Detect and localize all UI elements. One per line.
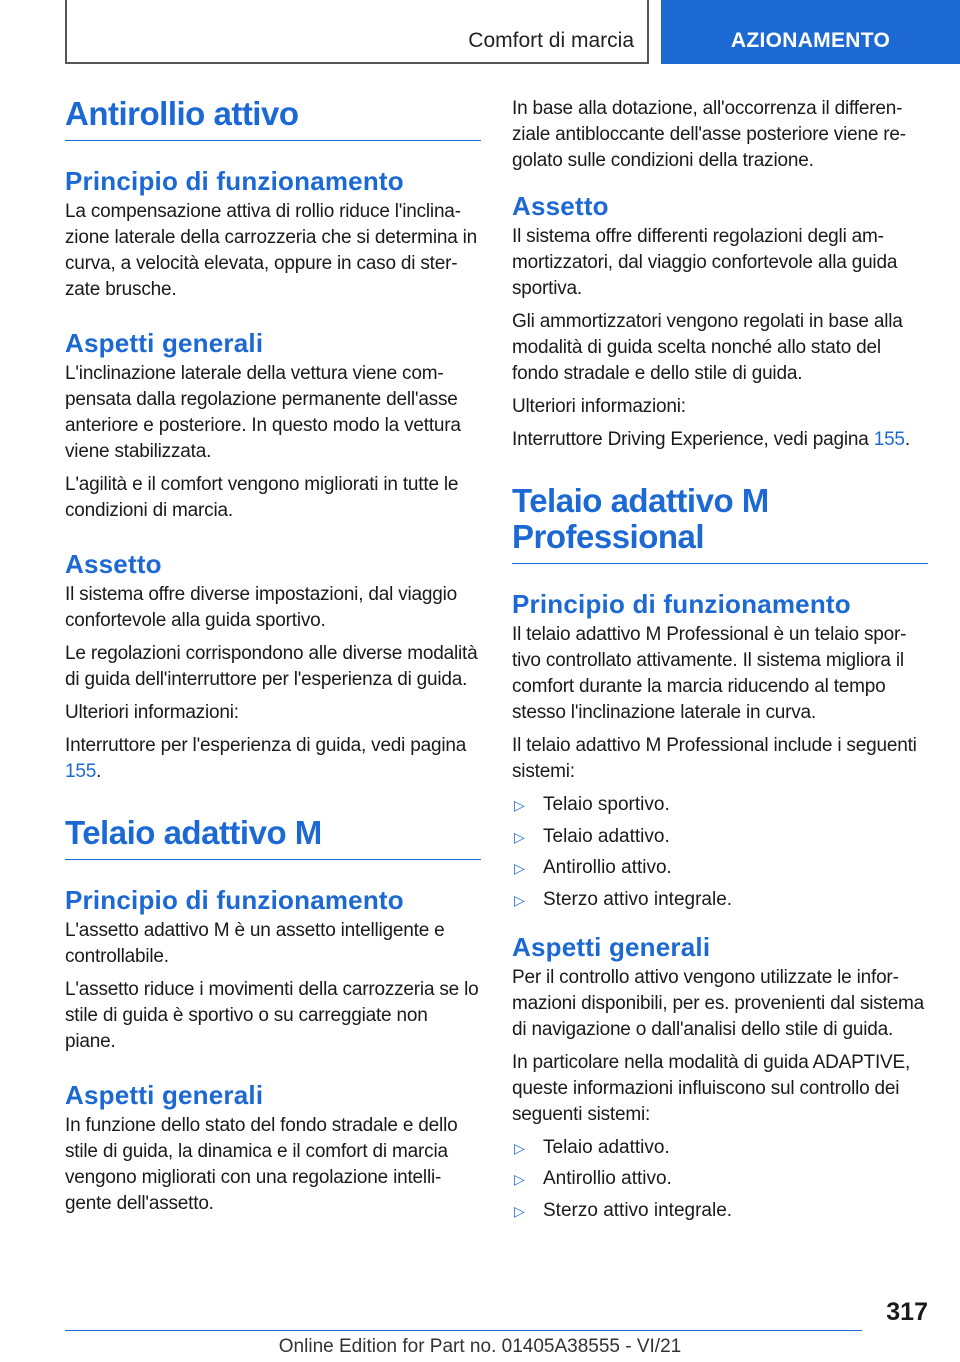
footer-edition: Online Edition for Part no. 01405A38555 - VI/21 — [278, 1336, 682, 1357]
heading-aspetti-generali: Aspetti generali — [512, 931, 711, 962]
paragraph: Il sistema offre diverse impostazioni, dal viaggio confortevole alla guida sportivo. — [65, 584, 458, 631]
heading-assetto: Assetto — [512, 191, 609, 221]
heading-telaio-adattivo-m-professional: Telaio adattivo M Professional — [512, 483, 928, 564]
heading-assetto: Assetto — [65, 549, 162, 579]
controlled-systems-list — [512, 1135, 928, 1224]
paragraph: In particolare nella modalità di guida ADAPTIVE, queste informazioni influiscono sul controllo dei seguenti sistemi: — [512, 1051, 911, 1125]
heading-antirollio-attivo: Antirollio attivo — [65, 96, 481, 141]
paragraph: Ulteriori informazioni: — [65, 702, 239, 723]
list-item: ▷ Telaio sportivo. — [512, 792, 928, 818]
heading-principio-funzionamento: Principio di funzionamento — [65, 166, 404, 196]
triangle-right-outline-icon: ▷ — [514, 797, 525, 813]
paragraph: Il sistema offre differenti regolazioni degli ammortizzatori, dal viaggio confortevole alla guida sportiva. — [512, 226, 898, 299]
heading-telaio-adattivo-m: Telaio adattivo M — [65, 815, 481, 860]
paragraph: Per il controllo attivo vengono utilizzate le informazioni disponibili, per es. provenienti dal sistema di navigazione o dall'analisi dello stile di guida. — [512, 966, 925, 1040]
link-end: . — [96, 761, 102, 782]
paragraph-with-link — [65, 733, 481, 785]
triangle-right-outline-icon: ▷ — [514, 1171, 525, 1187]
link-end: . — [904, 429, 910, 450]
paragraph: L'assetto adattivo M è un assetto intelligente e controllabile. — [65, 920, 445, 967]
right-column — [512, 96, 928, 1229]
paragraph: L'assetto riduce i movimenti della carrozzeria se lo stile di guida è sportivo o su carreggiate non piane. — [65, 979, 479, 1052]
page-header — [0, 0, 960, 66]
paragraph: Ulteriori informazioni: — [512, 396, 686, 417]
heading-aspetti-generali: Aspetti generali — [65, 1080, 264, 1110]
list-item: ▷ Sterzo attivo integrale. — [512, 887, 928, 913]
paragraph: In base alla dotazione, all'occorrenza il differenziale antibloccante dell'asse posteriore viene regolato sulle condizioni della trazione. — [512, 98, 907, 171]
triangle-right-outline-icon: ▷ — [514, 828, 525, 845]
list-item: ▷ Sterzo attivo integrale. — [512, 1198, 928, 1224]
page-number: 317 — [886, 1298, 928, 1326]
systems-list — [512, 792, 928, 913]
paragraph: In funzione dello stato del fondo stradale e dello stile di guida, la dinamica e il comfort di marcia vengono migliorati con una regolazione intelligente dell'assetto. — [65, 1115, 458, 1214]
page-link-155[interactable]: 155 — [873, 429, 905, 450]
chapter-tab[interactable]: AZIONAMENTO — [661, 0, 960, 64]
paragraph: Il telaio adattivo M Professional include i seguenti sistemi: — [512, 735, 917, 782]
paragraph: Le regolazioni corrispondono alle diverse modalità di guida dell'interruttore per l'esperienza di guida. — [65, 643, 478, 690]
left-column — [65, 96, 481, 1224]
heading-principio-funzionamento: Principio di funzionamento — [65, 885, 404, 915]
section-title: Comfort di marcia — [65, 0, 649, 64]
paragraph: L'inclinazione laterale della vettura viene compensata dalla regolazione permanente dell'asse anteriore e posteriore. In questo modo la vettura viene stabilizzata. — [65, 363, 461, 462]
paragraph: Gli ammortizzatori vengono regolati in base alla modalità di guida scelta nonché allo stato del fondo stradale e dello stile di guida. — [512, 311, 903, 384]
triangle-right-outline-icon: ▷ — [514, 1139, 525, 1156]
list-item: ▷ Antirollio attivo. — [512, 855, 928, 881]
link-text: Interruttore Driving Experience, vedi pagina — [512, 429, 874, 450]
heading-principio-funzionamento: Principio di funzionamento — [512, 589, 851, 619]
triangle-right-outline-icon: ▷ — [514, 891, 525, 908]
link-text: Interruttore per l'esperienza di guida, vedi pagina — [65, 735, 467, 756]
paragraph: L'agilità e il comfort vengono migliorati in tutte le condizioni di marcia. — [65, 474, 459, 521]
list-item: ▷ Telaio adattivo. — [512, 1135, 928, 1161]
triangle-right-outline-icon: ▷ — [514, 1202, 525, 1219]
page-link-155[interactable]: 155 — [65, 761, 97, 782]
triangle-right-outline-icon: ▷ — [514, 860, 525, 876]
list-item: ▷ Telaio adattivo. — [512, 824, 928, 850]
paragraph: Il telaio adattivo M Professional è un telaio sportivo controllato attivamente. Il sistema migliora il comfort durante la marcia riducendo al tempo stesso l'inclinazione laterale in curva. — [512, 624, 907, 723]
footer-divider — [65, 1330, 862, 1331]
heading-aspetti-generali: Aspetti generali — [65, 328, 264, 358]
paragraph-with-link — [512, 427, 928, 453]
paragraph: La compensazione attiva di rollio riduce l'inclinazione laterale della carrozzeria che si determina in curva, a velocità elevata, oppure in caso di sterzate brusche. — [65, 201, 478, 300]
list-item: ▷ Antirollio attivo. — [512, 1166, 928, 1192]
